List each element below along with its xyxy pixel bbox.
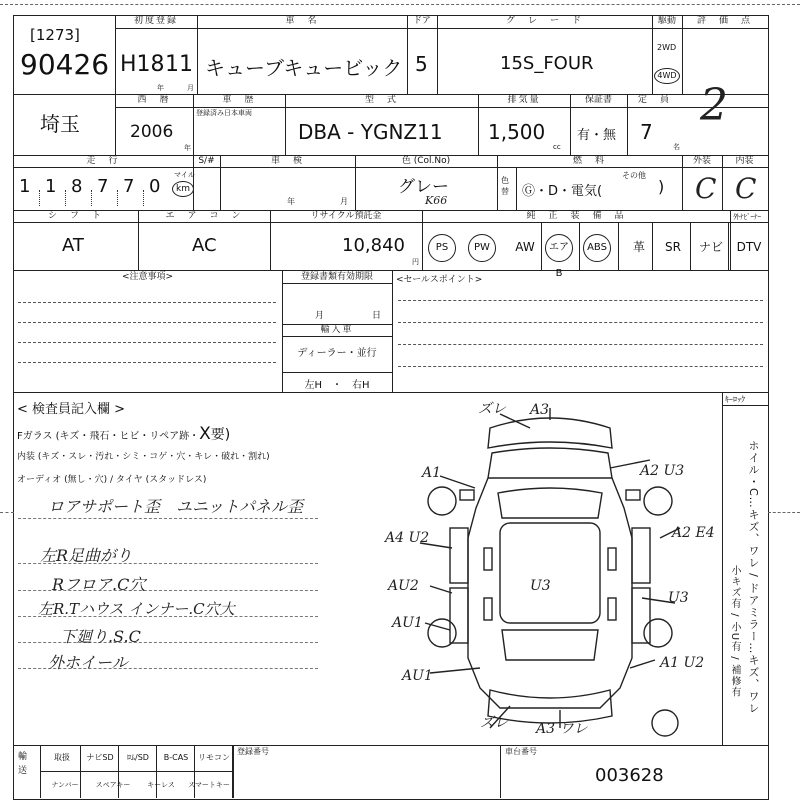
capacity-value: 7 bbox=[640, 120, 653, 144]
note-rear-leg: 左R足曲がり bbox=[40, 546, 133, 565]
equip-0: PS bbox=[428, 234, 456, 262]
month-unit: 月 bbox=[187, 84, 194, 92]
right-mirror bbox=[626, 490, 640, 500]
spare-wheel bbox=[652, 710, 678, 736]
lot-number: 90426 bbox=[20, 48, 110, 81]
disp-unit: cc bbox=[553, 143, 561, 151]
score-value: 2 bbox=[700, 80, 728, 131]
region: 埼玉 bbox=[40, 112, 80, 136]
left-rear-door bbox=[450, 588, 468, 643]
mileage-digit-divider bbox=[65, 190, 66, 206]
shift-header: シ フ ト bbox=[47, 211, 103, 221]
inspect-year: 年 bbox=[287, 197, 295, 206]
left-front-wheel bbox=[428, 487, 456, 515]
footer-item-bottom: スペアキー bbox=[95, 781, 131, 789]
note-wheel: 外ホイール bbox=[48, 653, 128, 672]
model-value: DBA - YGNZ11 bbox=[298, 120, 443, 144]
note-underbody: 下廻り.S.C bbox=[60, 627, 141, 646]
glass-line bbox=[17, 424, 230, 444]
right-rear-wheel bbox=[644, 619, 672, 647]
equip-5: 革 bbox=[632, 240, 645, 254]
mileage-digit: 8 bbox=[71, 176, 83, 197]
sales-line bbox=[398, 344, 763, 345]
drive-4wd: 4WD bbox=[657, 71, 677, 80]
mileage-digit: 0 bbox=[149, 176, 161, 197]
mileage-digit-divider bbox=[91, 190, 92, 206]
sales-point-header: <セールスポイント> bbox=[396, 275, 483, 285]
damage-mark: A4 U2 bbox=[385, 530, 430, 546]
damage-mark: U3 bbox=[668, 590, 689, 606]
mileage-unit-km-circled bbox=[172, 181, 194, 197]
color-change-label: 色替 bbox=[501, 176, 509, 196]
equip-6: SR bbox=[665, 240, 681, 254]
equip-4: ABS bbox=[583, 234, 611, 262]
damage-mark: AU1 bbox=[402, 668, 433, 684]
inspect-header: 車 検 bbox=[270, 156, 304, 166]
damage-mark: ズレ bbox=[480, 715, 508, 731]
right-rear-handle bbox=[608, 598, 616, 620]
door-count: 5 bbox=[415, 52, 428, 76]
inspect-month: 月 bbox=[340, 197, 348, 206]
right-front-door bbox=[632, 528, 650, 583]
glass-need: 要) bbox=[210, 427, 231, 443]
caution-line bbox=[18, 342, 276, 343]
footer-divider bbox=[194, 745, 195, 798]
ac-header: エ ア コ ン bbox=[165, 211, 243, 221]
score-header: 評 価 点 bbox=[696, 16, 752, 26]
grade-header: グ レ ー ド bbox=[505, 16, 583, 26]
equip-2: AW bbox=[515, 240, 535, 254]
footer-item-bottom: スマートキー bbox=[188, 781, 230, 789]
dealer-parallel: ディーラー・並行 bbox=[297, 348, 377, 359]
interior-header: 内装 bbox=[735, 156, 754, 166]
model-header: 型 式 bbox=[364, 95, 398, 105]
warranty-header: 保証書 bbox=[584, 95, 612, 105]
footer-item-top: ﾛﾑ/SD bbox=[127, 753, 149, 762]
footer-item-top: リモコン bbox=[198, 753, 230, 762]
equip-divider bbox=[652, 222, 653, 270]
shift-value: AT bbox=[62, 235, 84, 256]
reg-month: 11 bbox=[165, 52, 193, 77]
mileage-unit-mile: マイル bbox=[174, 171, 195, 179]
footer-item-top: B-CAS bbox=[163, 753, 189, 762]
exterior-value: C bbox=[695, 172, 717, 205]
drive-header: 駆動 bbox=[657, 16, 676, 26]
year-unit-2: 年 bbox=[184, 144, 191, 152]
car-diagram bbox=[380, 398, 720, 743]
footer-divider bbox=[232, 745, 233, 798]
cut-line-mid bbox=[0, 512, 14, 513]
fuel-header: 燃 料 bbox=[572, 156, 606, 166]
color-value: グレー bbox=[398, 177, 449, 197]
equip-header: 純 正 装 備 品 bbox=[526, 211, 626, 221]
warranty-value: 有・無 bbox=[577, 128, 617, 143]
ac-value: AC bbox=[192, 235, 217, 256]
damage-mark: A3 bbox=[530, 402, 550, 418]
equip-divider bbox=[728, 222, 729, 270]
damage-mark: ズレ bbox=[478, 401, 506, 417]
lot-bracket: [1273] bbox=[30, 26, 80, 44]
equip-7: ナビ bbox=[698, 240, 723, 254]
reg-period-day: 日 bbox=[372, 311, 382, 321]
exterior-header: 外装 bbox=[692, 156, 711, 166]
note-lower-support: ロアサポート歪 ユニットパネル歪 bbox=[48, 497, 304, 516]
left-rear-handle bbox=[484, 598, 492, 620]
caution-line bbox=[18, 302, 276, 303]
sales-line bbox=[398, 366, 763, 367]
mileage-digit: 1 bbox=[45, 176, 57, 197]
rear-window bbox=[502, 630, 598, 660]
cut-line-top bbox=[0, 4, 800, 5]
damage-mark: A1 U2 bbox=[660, 655, 705, 671]
color-header: 色 (Col.No) bbox=[401, 156, 451, 166]
footer-item-top: 取扱 bbox=[54, 753, 70, 762]
caution-line bbox=[18, 322, 276, 323]
reg-year: H18 bbox=[120, 52, 165, 77]
side-legend-small: 小キズ有 / 小U有 / 補修有 bbox=[729, 565, 740, 698]
caution-line bbox=[18, 362, 276, 363]
mileage-digit: 7 bbox=[123, 176, 135, 197]
front-bumper bbox=[488, 418, 612, 448]
sales-line bbox=[398, 322, 763, 323]
recycle-value: 10,840 bbox=[342, 235, 405, 256]
chassis-label: 車台番号 bbox=[505, 747, 537, 756]
caution-header: <注意事項> bbox=[121, 272, 174, 282]
right-rear-door bbox=[632, 588, 650, 643]
equip-divider bbox=[579, 222, 580, 270]
left-front-handle bbox=[484, 548, 492, 570]
handle-side: 左H ・ 右H bbox=[304, 380, 370, 391]
capacity-unit: 名 bbox=[673, 143, 680, 151]
equip-8: DTV bbox=[736, 240, 762, 254]
history-sub: 登録済み日本車両 bbox=[196, 109, 252, 117]
fuel-value: Ⓖ・D・電気( bbox=[522, 184, 603, 199]
fuel-close: ) bbox=[658, 177, 665, 196]
inspector-title: < 検査員記入欄 > bbox=[17, 402, 126, 417]
left-mirror bbox=[460, 490, 474, 500]
note-rear-floor: Rフロア.C穴 bbox=[52, 575, 146, 594]
footer-item-bottom: ナンバー bbox=[51, 781, 79, 789]
disp-value: 1,500 bbox=[488, 120, 546, 144]
interior-line: 内装 (キズ・スレ・汚れ・シミ・コゲ・穴・キレ・破れ・割れ) bbox=[17, 452, 270, 462]
car-name-header: 車 名 bbox=[285, 16, 319, 26]
recycle-unit: 円 bbox=[412, 258, 419, 266]
hood bbox=[488, 448, 612, 478]
mileage-digit: 1 bbox=[19, 176, 31, 197]
drive-2wd: 2WD bbox=[657, 43, 677, 52]
import-header: 輸入車 bbox=[320, 325, 354, 335]
odo-header: S/# bbox=[198, 156, 215, 166]
mileage-header: 走 行 bbox=[86, 156, 120, 166]
damage-mark: A2 E4 bbox=[672, 525, 715, 541]
first-reg-header: 初度登録 bbox=[133, 16, 178, 26]
history-header: 車 歴 bbox=[222, 95, 256, 105]
cut-line-mid-right bbox=[768, 512, 800, 513]
inspect-line bbox=[18, 518, 318, 519]
nav-header: 外ﾅﾋﾞｰﾅｰ bbox=[733, 213, 761, 221]
footer-divider bbox=[80, 745, 81, 798]
damage-mark: A3 ワレ bbox=[536, 721, 588, 737]
car-name: キューブキュービック bbox=[205, 56, 403, 80]
mileage-digit-divider bbox=[39, 190, 40, 206]
disp-header: 排気量 bbox=[507, 95, 541, 105]
note-tire-house: 左R.Tハウス インナー.C穴大 bbox=[38, 600, 235, 618]
footer-item-bottom: キーレス bbox=[147, 781, 175, 789]
footer-item-top: ナビSD bbox=[86, 753, 114, 762]
footer-divider bbox=[118, 745, 119, 798]
equip-3: エアB bbox=[545, 234, 573, 262]
year-header: 西 暦 bbox=[137, 95, 171, 105]
equip-divider bbox=[541, 222, 542, 270]
equip-divider bbox=[690, 222, 691, 270]
mileage-digit-divider bbox=[117, 190, 118, 206]
glass-text: Fガラス (キズ・飛石・ヒビ・リペア跡・ bbox=[17, 431, 200, 442]
door-header: ドア bbox=[413, 16, 431, 26]
side-legend: ホイル・C…キズ、ワレ / ドアミラー…キズ、ワレ bbox=[747, 440, 760, 715]
mileage-unit-km: km bbox=[176, 184, 190, 194]
year-unit: 年 bbox=[157, 84, 164, 92]
equip-divider bbox=[618, 222, 619, 270]
audio-line: オーディオ (無し・穴) / タイヤ (スタッドレス) bbox=[17, 475, 207, 485]
grade-value: 15S_FOUR bbox=[500, 53, 594, 74]
right-front-handle bbox=[608, 548, 616, 570]
mileage-digit-divider bbox=[143, 190, 144, 206]
glass-x: X bbox=[199, 424, 211, 444]
fuel-other: その他 bbox=[622, 171, 646, 180]
key-lock-label: ｷｰﾛｯｸ bbox=[725, 395, 745, 404]
capacity-header: 定 員 bbox=[637, 95, 671, 105]
damage-mark: A2 U3 bbox=[640, 463, 685, 479]
mileage-digit: 7 bbox=[97, 176, 109, 197]
sales-line bbox=[398, 300, 763, 301]
equip-1: PW bbox=[468, 234, 496, 262]
left-front-door bbox=[450, 528, 468, 583]
reg-number-label: 登録番号 bbox=[237, 747, 269, 756]
footer-divider bbox=[156, 745, 157, 798]
year-value: 2006 bbox=[130, 122, 174, 142]
damage-mark: AU1 bbox=[392, 615, 423, 631]
recycle-header: リサイクル預託金 bbox=[310, 211, 382, 221]
reg-period-header: 登録書類有効期限 bbox=[300, 272, 373, 282]
transport-label: 輸送 bbox=[18, 752, 28, 776]
reg-period-month: 月 bbox=[315, 311, 325, 321]
interior-value: C bbox=[735, 172, 757, 205]
chassis-number: 003628 bbox=[595, 765, 664, 786]
color-number: K66 bbox=[425, 194, 448, 207]
left-rear-wheel bbox=[428, 619, 456, 647]
right-front-wheel bbox=[644, 487, 672, 515]
damage-mark: AU2 bbox=[388, 578, 419, 594]
damage-mark: U3 bbox=[530, 578, 551, 594]
drive-4wd-circled bbox=[654, 68, 680, 84]
roof bbox=[500, 523, 600, 623]
windshield bbox=[498, 488, 602, 518]
damage-mark: A1 bbox=[422, 465, 442, 481]
